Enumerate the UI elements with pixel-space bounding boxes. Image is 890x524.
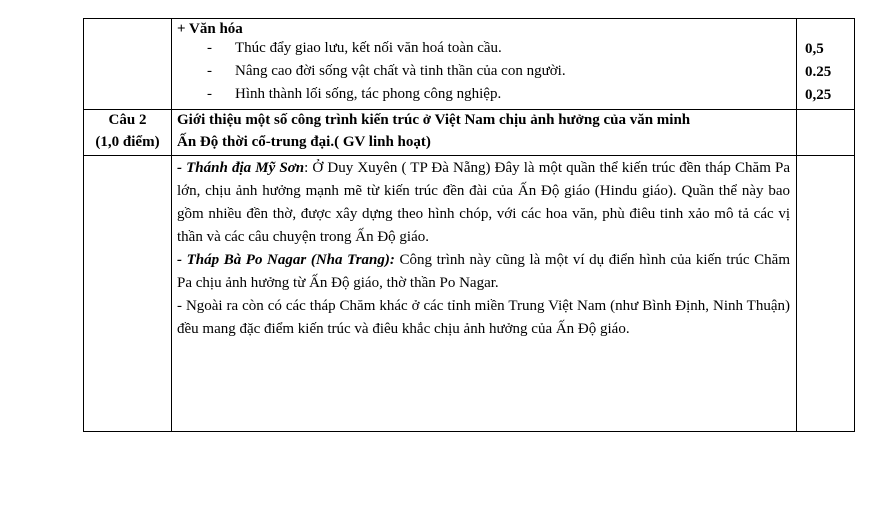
culture-content-cell [172, 19, 797, 110]
question-prompt-line: Ấn Độ thời cổ-trung đại.( GV linh hoạt) [177, 134, 431, 150]
answer-row [84, 156, 855, 432]
score-cell [797, 19, 855, 110]
score-value: 0,25 [805, 87, 832, 103]
culture-heading: + Văn hóa [177, 21, 243, 37]
answer-item-title: - Thánh địa Mỹ Sơn [177, 160, 305, 176]
question-label-cell [84, 110, 172, 156]
answer-key-table [83, 18, 855, 432]
answer-item-body: : Ở Duy Xuyên ( TP Đà Nẵng) Đây là một quần thể kiến trúc đền tháp Chăm Pa lớn, chịu ảnh hưởng mạnh mẽ từ kiến trúc đền đài của Ấn Độ giáo (Hindu giáo). Quần thể này bao gồm nhiều đền thờ, được xây dựng theo hình chóp, với các hoa văn, phù điêu tinh xảo mô tả các vị thần và các câu chuyện trong Ấn Độ giáo. [177, 160, 790, 245]
answer-item-title: - Tháp Bà Po Nagar (Nha Trang): [177, 252, 395, 268]
question-points: (1,0 điểm) [95, 134, 160, 150]
answer-paragraph [177, 249, 790, 295]
question-score-cell [797, 110, 855, 156]
bullet-item [177, 39, 790, 62]
bullet-dash: - [207, 63, 212, 79]
answer-score-cell [797, 156, 855, 432]
answer-paragraph: - Ngoài ra còn có các tháp Chăm khác ở các tỉnh miền Trung Việt Nam (như Bình Định, Ninh Thuận) đều mang đặc điểm kiến trúc và điêu khắc chịu ảnh hưởng của Ấn Độ giáo. [177, 298, 790, 337]
answer-paragraph [177, 157, 790, 249]
question-prompt-cell [172, 110, 797, 156]
question-row [84, 110, 855, 156]
empty-question-cell [84, 156, 172, 432]
bullet-text: Nâng cao đời sống vật chất và tinh thần của con người. [235, 63, 566, 79]
question-number: Câu 2 [108, 112, 147, 128]
answer-content-cell [172, 156, 797, 432]
score-value: 0,5 [805, 41, 824, 57]
bullet-item [177, 85, 790, 104]
answer-item-body: Công trình này cũng là một ví dụ điển hình của kiến trúc Chăm Pa chịu ảnh hưởng từ Ấn Độ giáo, thờ thần Po Nagar. [177, 252, 790, 291]
bullet-dash: - [207, 86, 212, 102]
question-prompt-line: Giới thiệu một số công trình kiến trúc ở Việt Nam chịu ảnh hưởng của văn minh [177, 112, 691, 128]
score-value: 0.25 [805, 64, 832, 80]
culture-row [84, 19, 855, 110]
bullet-text: Thúc đẩy giao lưu, kết nối văn hoá toàn cầu. [235, 40, 502, 56]
bullet-item [177, 62, 790, 85]
bullet-dash: - [207, 40, 212, 56]
empty-question-cell [84, 19, 172, 110]
bullet-text: Hình thành lối sống, tác phong công nghiệp. [235, 86, 502, 102]
